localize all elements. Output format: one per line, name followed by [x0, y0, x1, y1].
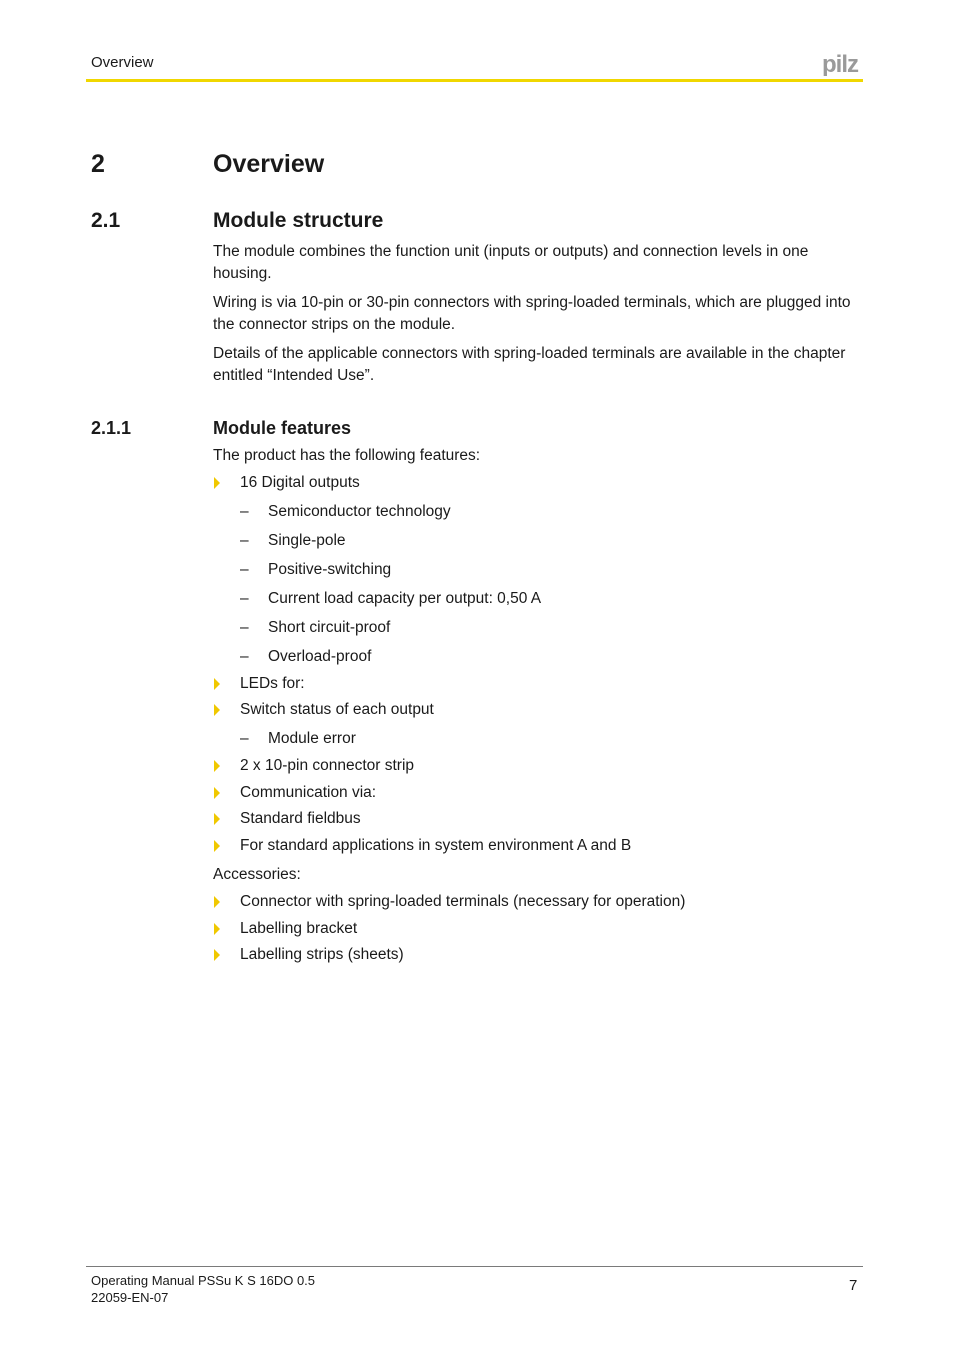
features-intro: The product has the following features: — [213, 447, 481, 464]
section-title: Module structure — [213, 209, 384, 232]
sub-list-item: Current load capacity per output: 0,50 A — [268, 590, 542, 607]
dash-marker: – — [240, 619, 249, 636]
bullet-arrow-icon — [214, 923, 220, 935]
chapter-title: Overview — [213, 150, 325, 178]
header-rule — [86, 79, 863, 82]
logo-text: pilz — [822, 52, 858, 76]
sub-list-item: Semiconductor technology — [268, 503, 451, 520]
list-item: Connector with spring-loaded terminals (necessary for operation) — [240, 893, 686, 910]
paragraph: The module combines the function unit (inputs or outputs) and connection levels in one housing. — [213, 243, 809, 282]
bullet-arrow-icon — [214, 760, 220, 772]
dash-marker: – — [240, 532, 249, 549]
bullet-arrow-icon — [214, 678, 220, 690]
list-item: For standard applications in system environment A and B — [240, 837, 632, 854]
bullet-arrow-icon — [214, 477, 220, 489]
bullet-arrow-icon — [214, 704, 220, 716]
chapter-number: 2 — [91, 150, 105, 178]
accessories-label: Accessories: — [213, 866, 301, 883]
footer-rule — [86, 1266, 863, 1267]
paragraph: Details of the applicable connectors with spring-loaded terminals are available in the chapter entitled “Intended Use”. — [213, 345, 846, 384]
pilz-logo — [822, 52, 864, 76]
sub-list-item: Module error — [268, 730, 356, 747]
running-header: Overview — [91, 54, 154, 71]
dash-marker: – — [240, 730, 249, 747]
list-item: Switch status of each output — [240, 701, 434, 718]
footer-manual-title: Operating Manual PSSu K S 16DO 0.5 — [91, 1273, 316, 1288]
bullet-arrow-icon — [214, 896, 220, 908]
list-item: 2 x 10-pin connector strip — [240, 757, 415, 774]
subsection-title: Module features — [213, 418, 352, 438]
bullet-arrow-icon — [214, 840, 220, 852]
dash-marker: – — [240, 503, 249, 520]
bullet-arrow-icon — [214, 813, 220, 825]
bullet-arrow-icon — [214, 787, 220, 799]
sub-list-item: Short circuit-proof — [268, 619, 391, 636]
dash-marker: – — [240, 590, 249, 607]
paragraph: Wiring is via 10-pin or 30-pin connectors with spring-loaded terminals, which are plugged into the connector strips on the module. — [213, 294, 851, 333]
list-item: LEDs for: — [240, 675, 305, 692]
footer-doc-number: 22059-EN-07 — [91, 1290, 169, 1305]
list-item: 16 Digital outputs — [240, 474, 360, 491]
dash-marker: – — [240, 648, 249, 665]
dash-marker: – — [240, 561, 249, 578]
list-item: Labelling bracket — [240, 920, 358, 937]
list-item: Communication via: — [240, 784, 377, 801]
subsection-number: 2.1.1 — [91, 418, 132, 438]
page-number: 7 — [849, 1277, 858, 1294]
sub-list-item: Positive-switching — [268, 561, 392, 578]
sub-list-item: Single-pole — [268, 532, 346, 549]
bullet-arrow-icon — [214, 949, 220, 961]
list-item: Standard fieldbus — [240, 810, 361, 827]
section-number: 2.1 — [91, 209, 121, 232]
sub-list-item: Overload-proof — [268, 648, 372, 665]
list-item: Labelling strips (sheets) — [240, 946, 404, 963]
